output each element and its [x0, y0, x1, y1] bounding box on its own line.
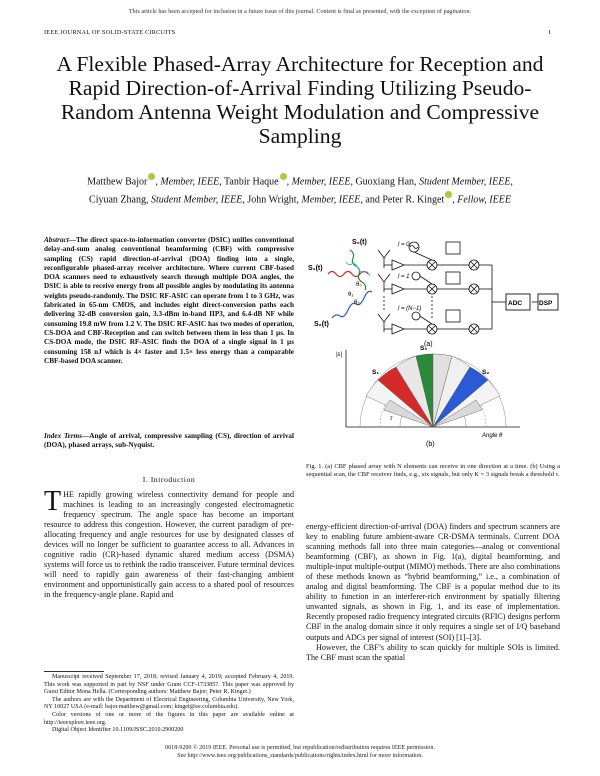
- theta-label: θ₂: [354, 300, 360, 306]
- rights-link[interactable]: See http://www.ieee.org/publications_standards/publications/rights/index.html for more information.: [177, 753, 423, 759]
- author-role: Member, IEEE: [301, 194, 361, 206]
- footnote: Color versions of one or more of the figures in this paper are available online at http://ieeexplore.ieee.org.: [44, 711, 294, 726]
- author-role: Student Member, IEEE,: [419, 176, 513, 188]
- signal-label-s2: S₂(t): [314, 321, 329, 328]
- intro-smallcaps: HE: [63, 490, 74, 499]
- footnote: Manuscript received September 17, 2018; revised January 4, 2019; accepted February 4, 2019. This work was supported in part by NSF under Grant CCF-1733857. This paper was approved by Guest Editor Mona Hella. (Corresponding authors: Matthew Bajor; Peter R. Kinget.): [44, 674, 294, 696]
- branch-label: l = (N−1): [398, 306, 422, 312]
- author-name: Ciyuan Zhang,: [89, 194, 151, 206]
- subfigure-label-a: (a): [424, 341, 433, 348]
- paragraph: However, the CBF’s ability to scan quickly for multiple SOIs is limited. The CBF must scan the spatial: [306, 642, 560, 662]
- orcid-icon[interactable]: [280, 173, 287, 180]
- subfigure-label-b: (b): [426, 441, 435, 448]
- author-list: [44, 173, 556, 210]
- figure-1: [306, 232, 560, 450]
- signal-label-s0: S₀(t): [352, 239, 367, 246]
- abstract-label: Abstract: [44, 236, 69, 244]
- branch-label: l = 0: [398, 242, 410, 248]
- author-name: , Guoxiang Han,: [350, 176, 420, 188]
- block-diagram: [308, 239, 558, 348]
- footnote-rule: [44, 671, 104, 672]
- running-header-journal: IEEE JOURNAL OF SOLID-STATE CIRCUITS: [44, 29, 176, 36]
- radar-y-label: |s|: [336, 352, 343, 358]
- adc-label: ADC: [508, 300, 523, 307]
- author-role: , Fellow, IEEE: [452, 194, 511, 206]
- theta-label: θ₁: [348, 292, 354, 298]
- abstract-text: —The direct space-to-information converter (DSIC) unifies conventional delay-and-sum analog conventional beamforming (CBF) with compressive sampling (CS) rapid direction-of-arrival (DOA) finding into a single, reconfigurable phased-array receiver architecture. Where current CBF-based DOA scanners need to exhaustively search through multiple DOA angles, the DSIC is able to receive energy from all possible angles by modulating its antenna weights pseudo-randomly. The DSIC RF-ASIC can operate from 1 to 3 GHz, was fabricated in 65-nm CMOS, and includes eight direct-conversion paths each delivering 32-dB conversion gain, 3.3-dBm in-band IIP3, and 6.4-dB NF while consuming 19.8 mW from 1.2 V. The DSIC RF-ASIC has two modes of operation, CS-DOA and CBF-Reception and can switch between them in less than 1 µs. In CS-DOA mode, the DSIC RF-ASIC finds the DOA of a single signal in 1 µs consuming 158 nJ which is 4× faster and 1.5× less energy than a comparable CBF-based DOA scanner.: [44, 236, 294, 365]
- radar-signal-label: S₁: [372, 369, 380, 376]
- figure-caption: Fig. 1. (a) CBF phased array with N elements can receive in one direction at a time. (b) Using a sequential scan, the CBF receiver finds, e.g., six signals, but only K = 3 signals break a threshold τ.: [306, 463, 560, 478]
- right-column-text: [306, 522, 560, 663]
- dsp-label: DSP: [539, 300, 553, 307]
- author-role: , Member, IEEE: [286, 176, 351, 188]
- index-terms-label: Index Terms: [44, 432, 83, 440]
- radar-sectors: [366, 354, 500, 427]
- signal-label-s1: S₁(t): [308, 265, 323, 272]
- footnote: Digital Object Identifier 10.1109/JSSC.2019.2900200: [52, 727, 184, 734]
- radar-signal-label: S₀: [420, 345, 428, 352]
- author-name: Matthew Bajor: [87, 176, 148, 188]
- page-number: 1: [548, 29, 552, 36]
- author-role: , Member, IEEE: [155, 176, 220, 188]
- theta-label: θ₀: [356, 282, 362, 288]
- author-name: , Tanbir Haque: [219, 176, 279, 188]
- intro-paragraph: [44, 486, 294, 601]
- radar-plot: [336, 345, 520, 448]
- branch-label: l = 1: [398, 274, 410, 280]
- intro-text: rapidly growing wireless connectivity demand for people and machines is leading to an increasingly congested electromagnetic frequency spectrum. The angle space has become an important resource to address this congestion. However, the current paradigm of pre-allocating frequency and angle resources for use by designated classes of devices will no longer be sufficient to guarantee access to all. Advances in cognitive radio (CR)-based dynamic shared medium access (DSMA) systems will force us to rethink the radio transceiver. Future terminal devices will need to rapidly gain awareness of their fast-changing ambient environment and opportunistically gain access to a shared pool of resources in the frequency-angle plane. Rapid and: [44, 490, 294, 600]
- radar-signal-label: S₂: [482, 369, 490, 376]
- radar-x-label: Angle θ: [482, 433, 503, 439]
- copyright-line: 0018-9200 © 2019 IEEE. Personal use is permitted, but republication/redistribution requires IEEE permission.: [165, 745, 435, 751]
- index-terms: [44, 432, 294, 451]
- author-name: , and Peter R. Kinget: [360, 194, 445, 206]
- paper-title: A Flexible Phased-Array Architecture for Reception and Rapid Direction-of-Arrival Finding Utilizing Pseudo-Random Antenna Weight Modulation and Compressive Sampling: [56, 52, 544, 148]
- abstract: [44, 236, 294, 366]
- index-terms-text: —Angle of arrival, compressive sampling (CS), direction of arrival (DOA), phased arrays, sub-Nyquist.: [44, 432, 295, 450]
- radar-threshold-label: τ: [390, 416, 393, 422]
- author-role: Student Member, IEEE: [150, 194, 243, 206]
- wave-cyan: [346, 262, 370, 276]
- footnote: The authors are with the Department of Electrical Engineering, Columbia University, New York, NY 10027 USA (e-mail: bajor.matthew@gmail.com; kinget@ee.columbia.edu).: [44, 696, 294, 711]
- footnotes: [44, 674, 294, 735]
- copyright-footer: [0, 744, 600, 760]
- drop-cap: T: [44, 486, 62, 517]
- acceptance-notice: This article has been accepted for inclusion in a future issue of this journal. Content is final as presented, with the exception of pagination.: [128, 8, 472, 15]
- section-heading: I. Introduction: [142, 475, 196, 484]
- paragraph: energy-efficient direction-of-arrival (DOA) finders and spectrum scanners are key to enabling future ambient-aware CR-DSMA terminals. Current DOA scanning methods fall into three main categories—analog or conventional beamforming (CBF), as shown in Fig. 1(a), digital beamforming, and multiple-input multiple-output (MIMO) methods. There are also combinations of these methods known as “hybrid beamforming,” i.e., a combination of analog and digital beamforming. The CBF is a popular method due to its ability to function in an interferer-rich environment by spatially filtering unwanted signals, as shown in Fig. 1, and its ease of implementation. Recently proposed radio frequency integrated circuits (RFIC) designs perform CBF in the analog domain since it only requires a single set of I/Q baseband outputs and ADCs per signal of interest (SOI) [1]–[3].: [306, 522, 560, 642]
- author-name: , John Wright,: [242, 194, 302, 206]
